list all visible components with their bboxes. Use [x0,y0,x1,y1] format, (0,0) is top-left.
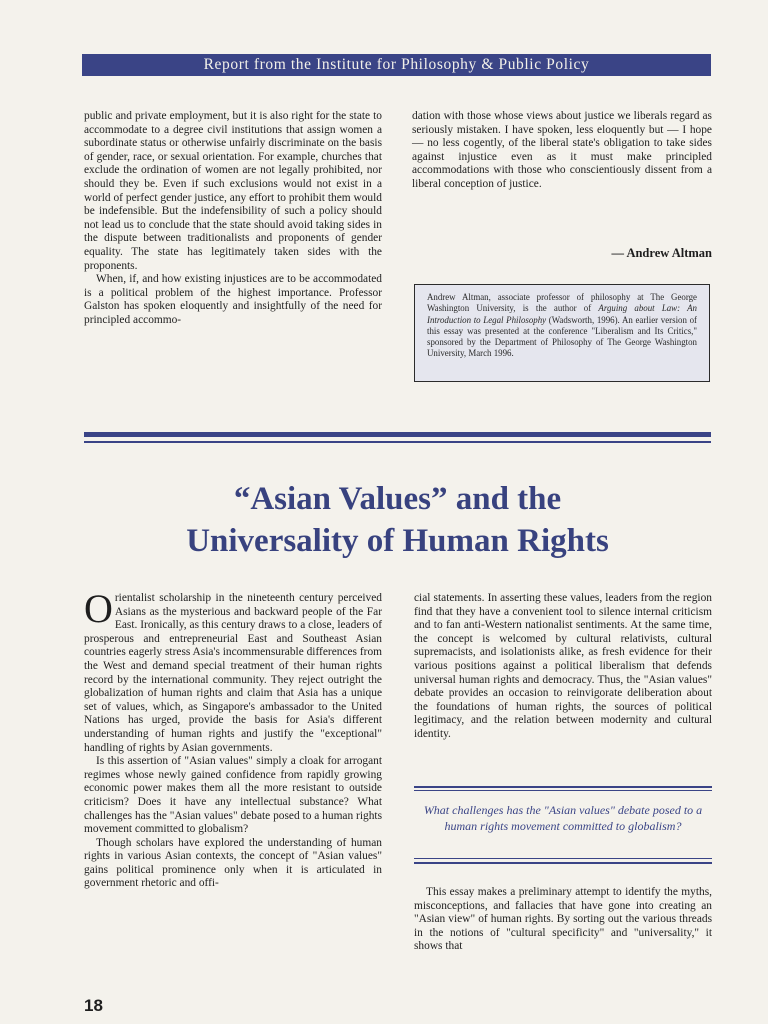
section-divider-top [84,432,711,437]
body-text: rientalist scholarship in the nineteenth century perceived Asians as the mysterious and backward people of the Far East. Ironically, as this century draws to a close, leaders of prosperous and entrepreneurial East and Southeast Asian countries eagerly stress Asia's incommensurable differences from the West and demand special treatment of their human rights record by the international community. They reject outright the globalization of human rights and claim that Asia has a unique set of values, which, as Singapore's ambassador to the United Nations has urged, provide the basis for Asia's different understanding of human rights and justify the "exceptional" handling of rights by Asian governments. [84,592,382,754]
body-paragraph [84,586,382,755]
article-title [84,478,711,562]
continued-article-right-column [412,110,712,192]
drop-cap: O [84,586,113,631]
pull-quote: What challenges has the "Asian values" debate posed to a human rights movement committed to globalism? [423,803,703,833]
bio-text: Andrew Altman, associate professor of philosophy at The George Washington University, is the author of [427,292,697,314]
pull-quote-rule-bottom-thin [414,858,712,859]
body-paragraph: cial statements. In asserting these values, leaders from the region find that they have a convenient tool to silence internal criticism and to fan anti-Western nationalist sentiments. At the same time, the concept is welcomed by cultural relativists, cultural supremacists, and isolationists alike, as fresh evidence for their various positions against a political liberalism that defends universal human rights and democracy. Thus, the "Asian values" debate provides an occasion to reinvigorate deliberation about the foundations of human rights, the sources of political legitimacy, and the relation between modernity and cultural identity. [414,592,712,740]
author-bio-box [414,284,710,382]
article-title-line: Universality of Human Rights [186,523,609,559]
bio-book-title: Arguing about Law: An Introduction to Legal Philosophy [427,303,697,325]
body-paragraph: This essay makes a preliminary attempt to identify the myths, misconceptions, and fallacies that have gone into creating an "Asian view" of human rights. By sorting out the various threads in the notions of "cultural specificity" and "universality," it shows that [414,886,712,953]
body-paragraph: dation with those whose views about justice we liberals regard as seriously mistaken. I have spoken, less eloquently but — I hope — no less cogently, of the liberal state's obligation to take sides against injustice even as it must make principled accommodations with those who conscientiously dissent from a liberal conception of justice. [412,110,712,190]
body-paragraph: public and private employment, but it is also right for the state to accommodate to a degree civil institutions that assign women a subordinate status or otherwise unfairly discriminate on the basis of gender, race, or sexual orientation. For example, churches that exclude the ordination of women are not legally prohibited, nor should they be. Even if such exclusions would not exist in a world of perfect gender justice, any effort to prohibit them would be indefensible. But the indefensibility of such a policy should not lead us to conclude that the state should avoid taking sides in the dispute between traditionalists and proponents of gender equality. The state has legitimately taken sides with the proponents. [84,110,382,272]
pull-quote-rule-top-thin [414,790,712,791]
article-right-column [414,592,712,742]
article-right-column-continued [414,886,712,954]
article-title-line: “Asian Values” and the [233,481,562,517]
article-left-column [84,586,382,891]
continued-article-left-column [84,110,382,328]
body-paragraph: Is this assertion of "Asian values" simply a cloak for arrogant regimes whose newly gained confidence from rapidly growing economic power makes them all the more resistant to outside criticism? Does it have any intellectual substance? What challenges has the "Asian values" debate posed to a human rights movement committed to globalism? [84,755,382,836]
author-signature: — Andrew Altman [611,246,712,260]
pull-quote-rule-bottom [414,862,712,864]
pull-quote-rule-top [414,786,712,788]
body-paragraph: When, if, and how existing injustices are to be accommodated is a political problem of the highest importance. Professor Galston has spoken eloquently and insightfully of the need for principled accommo- [84,273,382,326]
section-divider-bottom [84,441,711,443]
body-paragraph: Though scholars have explored the understanding of human rights in various Asian contexts, the concept of "Asian values" gains political prominence only when it is articulated in government rhetoric and offi- [84,836,382,890]
bio-text: (Wadsworth, 1996). An earlier version of this essay was presented at the conference "Liberalism and Its Critics," sponsored by the Department of Philosophy of The George Washington University, March 1996. [427,314,698,359]
page-number: 18 [84,996,103,1015]
report-banner: Report from the Institute for Philosophy & Public Policy [82,54,711,76]
